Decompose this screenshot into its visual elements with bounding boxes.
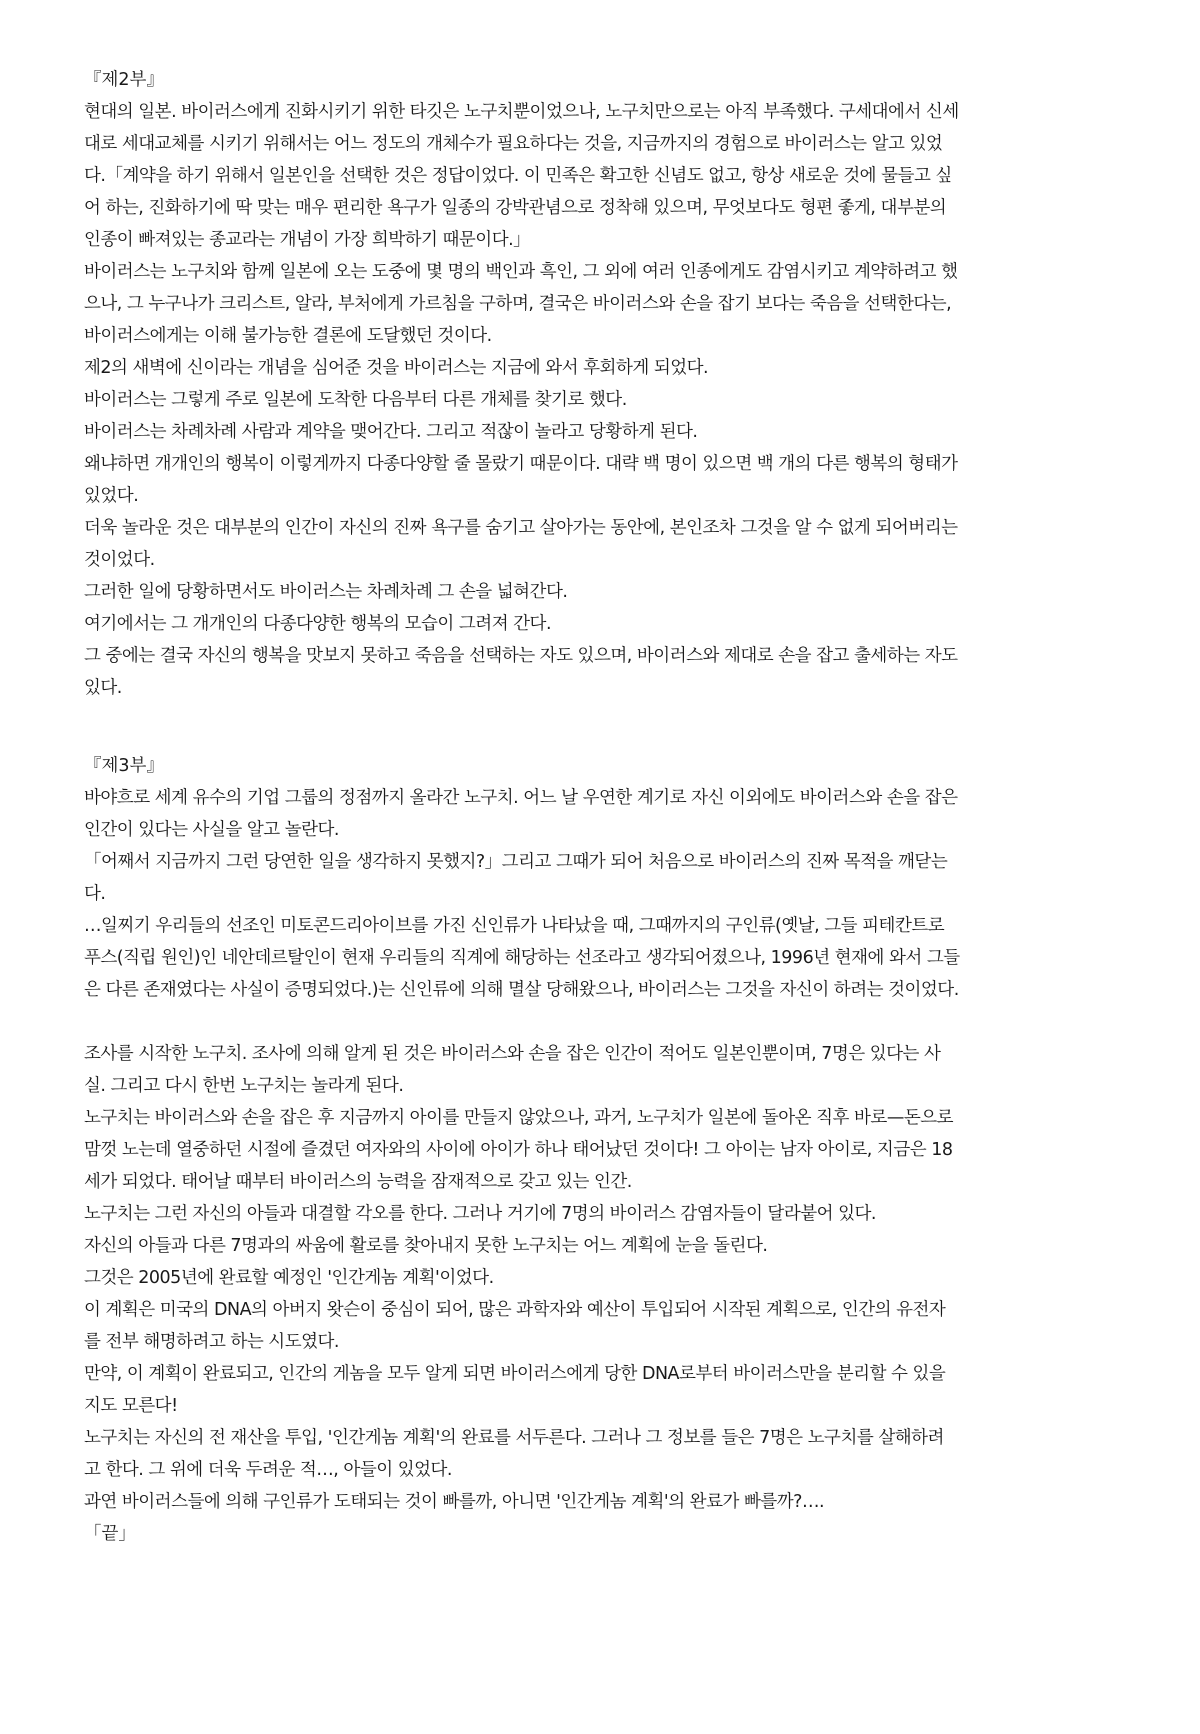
text-line: 대로 세대교체를 시키기 위해서는 어느 정도의 개체수가 필요하다는 것을, 지금까지의 경험으로 바이러스는 알고 있었 <box>84 134 943 154</box>
part3-title: 『제3부』 <box>84 756 164 776</box>
text-line: 다. <box>84 884 106 904</box>
text-line: 있었다. <box>84 486 139 506</box>
text-line: 그러한 일에 당황하면서도 바이러스는 차례차례 그 손을 넓혀간다. <box>84 582 568 602</box>
text-line: 바이러스에게는 이해 불가능한 결론에 도달했던 것이다. <box>84 326 492 346</box>
text-line: 바이러스는 차례차례 사람과 계약을 맺어간다. 그리고 적잖이 놀라고 당황하게 된다. <box>84 422 698 442</box>
text-line: 여기에서는 그 개개인의 다종다양한 행복의 모습이 그려져 간다. <box>84 614 552 634</box>
text-line: 인간이 있다는 사실을 알고 놀란다. <box>84 820 339 840</box>
text-line: 푸스(직립 원인)인 네안데르탈인이 현재 우리들의 직계에 해당하는 선조라고 생각되어졌으나, 1996년 현재에 와서 그들 <box>84 948 960 968</box>
part3-body-a <box>84 782 1114 1006</box>
text-line: 그 중에는 결국 자신의 행복을 맛보지 못하고 죽음을 선택하는 자도 있으며, 바이러스와 제대로 손을 잡고 출세하는 자도 <box>84 646 958 666</box>
text-line: 조사를 시작한 노구치. 조사에 의해 알게 된 것은 바이러스와 손을 잡은 인간이 적어도 일본인뿐이며, 7명은 있다는 사 <box>84 1044 941 1064</box>
text-line: 「어째서 지금까지 그런 당연한 일을 생각하지 못했지?」그리고 그때가 되어 처음으로 바이러스의 진짜 목적을 깨닫는 <box>84 852 948 872</box>
text-line: 것이었다. <box>84 550 155 570</box>
text-line: 과연 바이러스들에 의해 구인류가 도태되는 것이 빠를까, 아니면 '인간게놈 계획'의 완료가 빠를까?…. <box>84 1492 825 1512</box>
text-line: 노구치는 바이러스와 손을 잡은 후 지금까지 아이를 만들지 않았으나, 과거, 노구치가 일본에 돌아온 직후 바로—돈으로 <box>84 1108 954 1128</box>
text-line: 바이러스는 그렇게 주로 일본에 도착한 다음부터 다른 개체를 찾기로 했다. <box>84 390 627 410</box>
text-line: 이 계획은 미국의 DNA의 아버지 왓슨이 중심이 되어, 많은 과학자와 예산이 투입되어 시작된 계획으로, 인간의 유전자 <box>84 1300 946 1320</box>
text-line: 다.「계약을 하기 위해서 일본인을 선택한 것은 정답이었다. 이 민족은 확고한 신념도 없고, 항상 새로운 것에 물들고 싶 <box>84 166 952 186</box>
text-line: 를 전부 해명하려고 하는 시도였다. <box>84 1332 339 1352</box>
part2-title: 『제2부』 <box>84 70 164 90</box>
document-page <box>84 64 1114 1550</box>
part2-section <box>84 64 1114 704</box>
text-line: 그것은 2005년에 완료할 예정인 '인간게놈 계획'이었다. <box>84 1268 494 1288</box>
text-line: 으나, 그 누구나가 크리스트, 알라, 부처에게 가르침을 구하며, 결국은 바이러스와 손을 잡기 보다는 죽음을 선택한다는, <box>84 294 952 314</box>
text-line: 제2의 새벽에 신이라는 개념을 심어준 것을 바이러스는 지금에 와서 후회하게 되었다. <box>84 358 709 378</box>
text-line: 바이러스는 노구치와 함께 일본에 오는 도중에 몇 명의 백인과 흑인, 그 외에 여러 인종에게도 감염시키고 계약하려고 했 <box>84 262 958 282</box>
text-line: 현대의 일본. 바이러스에게 진화시키기 위한 타깃은 노구치뿐이었으나, 노구치만으로는 아직 부족했다. 구세대에서 신세 <box>84 102 959 122</box>
text-line: …일찌기 우리들의 선조인 미토콘드리아이브를 가진 신인류가 나타났을 때, 그때까지의 구인류(옛날, 그들 피테칸트로 <box>84 916 945 936</box>
part3-section <box>84 750 1114 1550</box>
text-line: 왜냐하면 개개인의 행복이 이렇게까지 다종다양할 줄 몰랐기 때문이다. 대략 백 명이 있으면 백 개의 다른 행복의 형태가 <box>84 454 958 474</box>
text-line: 만약, 이 계획이 완료되고, 인간의 게놈을 모두 알게 되면 바이러스에게 당한 DNA로부터 바이러스만을 분리할 수 있을 <box>84 1364 946 1384</box>
text-line: 더욱 놀라운 것은 대부분의 인간이 자신의 진짜 욕구를 숨기고 살아가는 동안에, 본인조차 그것을 알 수 없게 되어버리는 <box>84 518 958 538</box>
part3-body-b <box>84 1038 1114 1518</box>
section-spacer <box>84 704 1114 750</box>
text-line: 지도 모른다! <box>84 1396 178 1416</box>
text-line: 노구치는 그런 자신의 아들과 대결할 각오를 한다. 그러나 거기에 7명의 바이러스 감염자들이 달라붙어 있다. <box>84 1204 876 1224</box>
text-line: 맘껏 노는데 열중하던 시절에 즐겼던 여자와의 사이에 아이가 하나 태어났던 것이다! 그 아이는 남자 아이로, 지금은 18 <box>84 1140 953 1160</box>
text-line: 실. 그리고 다시 한번 노구치는 놀라게 된다. <box>84 1076 404 1096</box>
text-line: 인종이 빠져있는 종교라는 개념이 가장 희박하기 때문이다.」 <box>84 230 531 250</box>
text-line: 있다. <box>84 678 122 698</box>
paragraph-spacer <box>84 1006 1114 1038</box>
end-mark: 「끝」 <box>84 1524 136 1544</box>
part2-body <box>84 96 1114 704</box>
text-line: 고 한다. 그 위에 더욱 두려운 적…, 아들이 있었다. <box>84 1460 452 1480</box>
text-line: 어 하는, 진화하기에 딱 맞는 매우 편리한 욕구가 일종의 강박관념으로 정착해 있으며, 무엇보다도 형편 좋게, 대부분의 <box>84 198 947 218</box>
text-line: 자신의 아들과 다른 7명과의 싸움에 활로를 찾아내지 못한 노구치는 어느 계획에 눈을 돌린다. <box>84 1236 768 1256</box>
text-line: 바야흐로 세계 유수의 기업 그룹의 정점까지 올라간 노구치. 어느 날 우연한 계기로 자신 이외에도 바이러스와 손을 잡은 <box>84 788 958 808</box>
text-line: 은 다른 존재였다는 사실이 증명되었다.)는 신인류에 의해 멸살 당해왔으나, 바이러스는 그것을 자신이 하려는 것이었다. <box>84 980 959 1000</box>
text-line: 노구치는 자신의 전 재산을 투입, '인간게놈 계획'의 완료를 서두른다. 그러나 그 정보를 들은 7명은 노구치를 살해하려 <box>84 1428 944 1448</box>
text-line: 세가 되었다. 태어날 때부터 바이러스의 능력을 잠재적으로 갖고 있는 인간. <box>84 1172 632 1192</box>
